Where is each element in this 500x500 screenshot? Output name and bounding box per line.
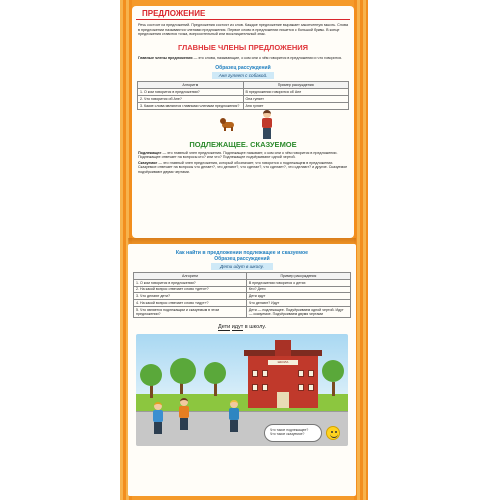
- table-row: [134, 279, 351, 286]
- tree: [170, 358, 196, 384]
- algorithm-table-top: [137, 81, 349, 109]
- table-cell: 2. Что говорится об Ане?: [138, 95, 244, 102]
- table-header: Пример рассуждения: [246, 273, 350, 280]
- table-row: [138, 89, 349, 96]
- table-cell: В предложении говорится о детях: [246, 279, 350, 286]
- bottom-sample-sentence: Дети идут в школу.: [211, 263, 273, 270]
- school-door: [277, 392, 289, 408]
- table-cell: Аня гуляет: [243, 102, 349, 109]
- table-cell: 4. На какой вопрос отвечает слово «идут»?: [134, 300, 247, 307]
- section-title-sentence: ПРЕДЛОЖЕНИЕ: [136, 6, 350, 20]
- table-row: [134, 293, 351, 300]
- main-members-term: Главные члены предложения: [138, 55, 193, 60]
- child-illustration: [152, 402, 164, 434]
- bubble-line: Что такое подлежащее?: [270, 427, 309, 432]
- table-cell: 1. О ком говорится в предложении?: [138, 89, 244, 96]
- child-illustration: [228, 400, 240, 432]
- table-cell: Дети идут: [246, 293, 350, 300]
- school-sign: ШКОЛА: [268, 360, 298, 365]
- table-cell: 5. Что является подлежащим и сказуемым в этом предложении?: [134, 306, 247, 317]
- example-subject: Дети: [217, 323, 231, 330]
- sample-title: Образец рассуждений: [215, 65, 271, 72]
- smiley-icon: [326, 426, 340, 440]
- child-illustration: [178, 398, 190, 430]
- table-cell: Она гуляет: [243, 95, 349, 102]
- sentence-definition: Речь состоит из предложений. Предложения состоят из слов. Каждое предложение выражает законченную мысль. Слова в предложении называются членами предложения. Первое слово в предложении пишется с большой буквы. В конце предложения ставится точка, вопросительный или восклицательный знак.: [138, 23, 348, 37]
- school-building: [248, 356, 318, 408]
- bubble-line: Что такое сказуемое?: [270, 432, 305, 437]
- top-page: [132, 6, 354, 238]
- bottom-page-title: Как найти в предложении подлежащее и сказуемое: [175, 250, 309, 256]
- table-cell: 3. Какие слова являются главными членами предложения?: [138, 102, 244, 109]
- table-row: [138, 102, 349, 109]
- booklet-spine-right: [354, 0, 368, 500]
- table-cell: Дети — подлежащее. Подчёркиваем одной чертой. Идут — сказуемое. Подчёркиваем двумя чертами: [246, 306, 350, 317]
- example-predicate: идут: [231, 323, 244, 330]
- predicate-definition: [132, 161, 354, 178]
- school-scene-illustration: [136, 334, 348, 446]
- table-cell: 2. На какой вопрос отвечает слово «дети»?: [134, 286, 247, 293]
- tree: [204, 362, 226, 384]
- child-illustration: [260, 110, 274, 140]
- table-cell: В предложении говорится об Ане: [243, 89, 349, 96]
- illustration-girl-dog: [132, 110, 354, 140]
- table-header: Пример рассуждения: [243, 82, 349, 89]
- subject-definition: [132, 150, 354, 161]
- subject-text: — это главный член предложения. Подлежащее называет, о ком или о чём говорится в предложении. Подлежащее отвечает на вопросы кто? или что? Подлежащее подчёркивают одной чертой.: [138, 150, 338, 160]
- example-rest: в школу.: [244, 323, 267, 330]
- tree: [140, 364, 162, 386]
- dog-illustration: [220, 118, 236, 132]
- speech-bubble: [264, 424, 322, 442]
- table-row: [138, 95, 349, 102]
- table-header: Алгоритм: [138, 82, 244, 89]
- table-header-row: [134, 273, 351, 280]
- underlined-example: [128, 324, 356, 330]
- table-header: Алгоритм: [134, 273, 247, 280]
- predicate-term: Сказуемое: [138, 160, 158, 165]
- table-cell: Что делают? Идут: [246, 300, 350, 307]
- main-members-text: — это слова, называющие, о ком или о чём говорится в предложении и что говорится.: [193, 55, 343, 60]
- algorithm-table-bottom: [133, 272, 351, 318]
- predicate-text: — это главный член предложения, который обозначает, что говорится о подлежащем в предложении. Сказуемое отвечает на вопросы что делает?, что делают?, что сделал?, что сделает?, что сделают? и другие. Сказуемое подчёркивают двумя чертами.: [138, 160, 348, 174]
- table-cell: Кто? Дети: [246, 286, 350, 293]
- table-header-row: [138, 82, 349, 89]
- table-row: [134, 306, 351, 317]
- section-title-main-members: ГЛАВНЫЕ ЧЛЕНЫ ПРЕДЛОЖЕНИЯ: [177, 42, 309, 52]
- subject-term: Подлежащее: [138, 150, 162, 155]
- section-title-subject-predicate: ПОДЛЕЖАЩЕЕ. СКАЗУЕМОЕ: [189, 139, 297, 149]
- table-row: [134, 300, 351, 307]
- table-cell: 3. Что делают дети?: [134, 293, 247, 300]
- sample-sentence: Аня гуляет с собакой.: [212, 72, 274, 79]
- main-members-definition: [132, 53, 354, 64]
- table-cell: 1. О ком говорится в предложении?: [134, 279, 247, 286]
- bottom-page: [128, 244, 356, 496]
- table-row: [134, 286, 351, 293]
- tree: [322, 360, 344, 382]
- bottom-sample-title: Образец рассуждений: [214, 256, 270, 262]
